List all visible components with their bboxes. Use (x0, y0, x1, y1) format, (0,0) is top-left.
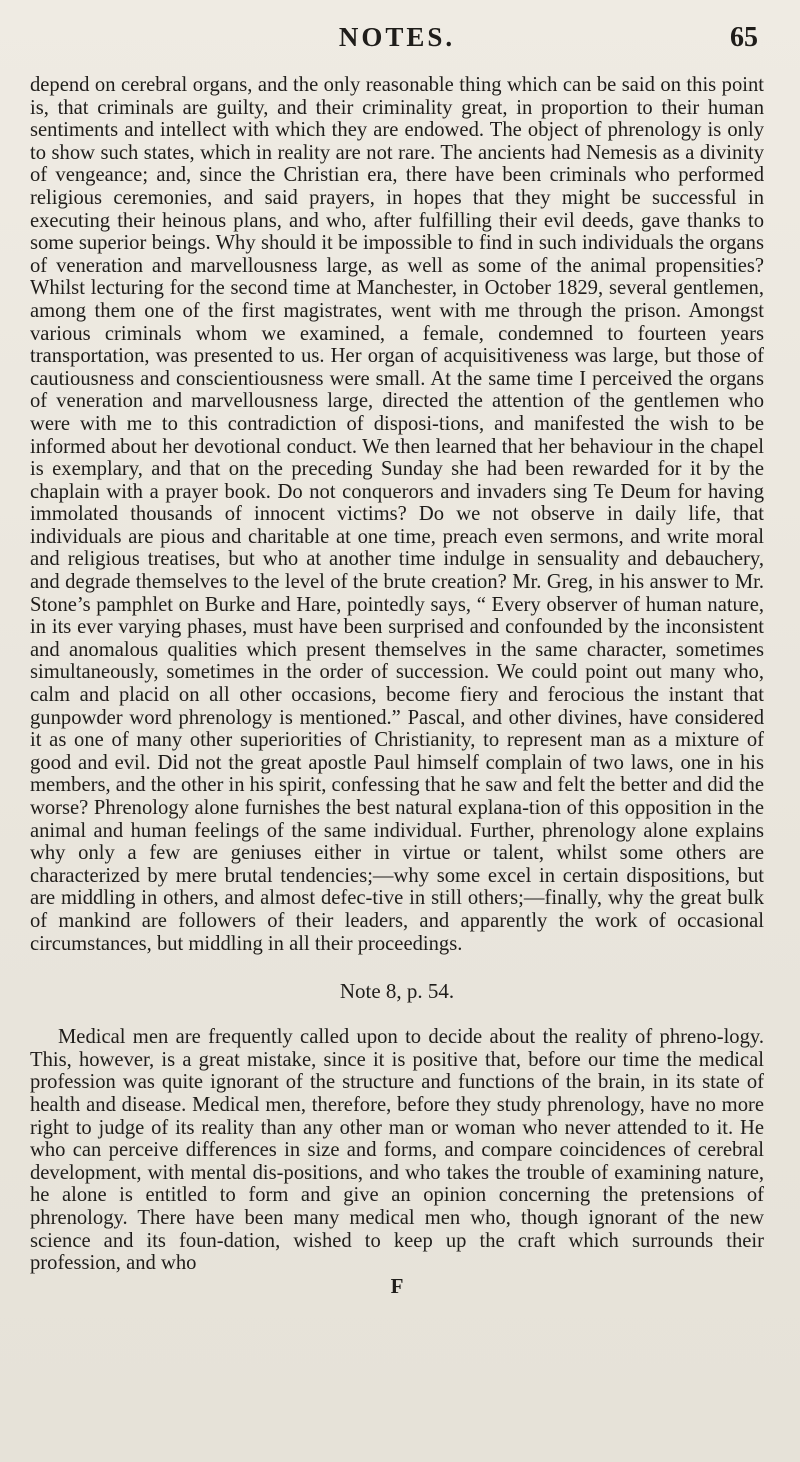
body-paragraph-2: Medical men are frequently called upon to decide about the reality of phreno-logy. This, however, is a great mistake, since it is positive that, before our time the medical profession was quite ignorant of the structure and functions of the brain, in its state of health and disease. Medical men, therefore, before they study phrenology, have no more right to judge of its reality than any other man or woman who never attended to it. He who can perceive differences in size and forms, and compare coincidences of cerebral development, with mental dis-positions, and who takes the trouble of examining nature, he alone is entitled to form and give an opinion concerning the pretensions of phrenology. There have been many medical men who, though ignorant of the new science and its foun-dation, wished to keep up the craft which surrounds their profession, and who (30, 1026, 764, 1275)
note-heading: Note 8, p. 54. (339, 979, 455, 1004)
page-number: 65 (730, 22, 758, 53)
page-header (30, 22, 764, 62)
signature-mark: F (390, 1273, 404, 1298)
running-title: NOTES. (338, 22, 456, 52)
body-paragraph-1: depend on cerebral organs, and the only reasonable thing which can be said on this point is, that criminals are guilty, and their criminality great, in proportion to their human sentiments and intellect with which they are endowed. The object of phrenology is only to show such states, which in reality are not rare. The ancients had Nemesis as a divinity of vengeance; and, since the Christian era, there have been criminals who performed religious ceremonies, and said prayers, in hopes that they might be successful in executing their heinous plans, and who, after fulfilling their evil deeds, gave thanks to some superior beings. Why should it be impossible to find in such individuals the organs of veneration and marvellousness large, as well as some of the animal propensities? Whilst lecturing for the second time at Manchester, in October 1829, several gentlemen, among them one of the first magistrates, went with me through the prison. Amongst various criminals whom we examined, a female, condemned to fourteen years transportation, was presented to us. Her organ of acquisitiveness was large, but those of cautiousness and conscientiousness were small. At the same time I perceived the organs of veneration and marvellousness large, directed the attention of the gentlemen who were with me to this contradiction of disposi-tions, and manifested the wish to be informed about her devotional conduct. We then learned that her behaviour in the chapel is exemplary, and that on the preceding Sunday she had been rewarded for it by the chaplain with a prayer book. Do not conquerors and invaders sing Te Deum for having immolated thousands of innocent victims? Do we not observe in daily life, that individuals are pious and charitable at one time, preach even sermons, and write moral and religious treatises, but who at another time indulge in sensuality and debauchery, and degrade themselves to the level of the brute creation? Mr. Greg, in his answer to Mr. Stone’s pamphlet on Burke and Hare, pointedly says, “ Every observer of human nature, in its ever varying phases, must have been surprised and confounded by the inconsistent and anomalous qualities which present themselves in the same character, sometimes simultaneously, sometimes in the order of succession. We could point out many who, calm and placid on all other occasions, become fiery and ferocious the instant that gunpowder word phrenology is mentioned.” Pascal, and other divines, have considered it as one of many other superiorities of Christianity, to represent man as a mixture of good and evil. Did not the great apostle Paul himself complain of two laws, one in his members, and the other in his spirit, confessing that he saw and felt the better and did the worse? Phrenology alone furnishes the best natural explana-tion of this opposition in the animal and human feelings of the same individual. Further, phrenology alone explains why only a few are geniuses either in virtue or talent, whilst some others are characterized by mere brutal tendencies;—why some excel in certain dispositions, but are middling in others, and almost defec-tive in still others;—finally, why the great bulk of mankind are followers of their leaders, and apparently the work of occasional circumstances, but middling in all their proceedings. (30, 74, 764, 955)
